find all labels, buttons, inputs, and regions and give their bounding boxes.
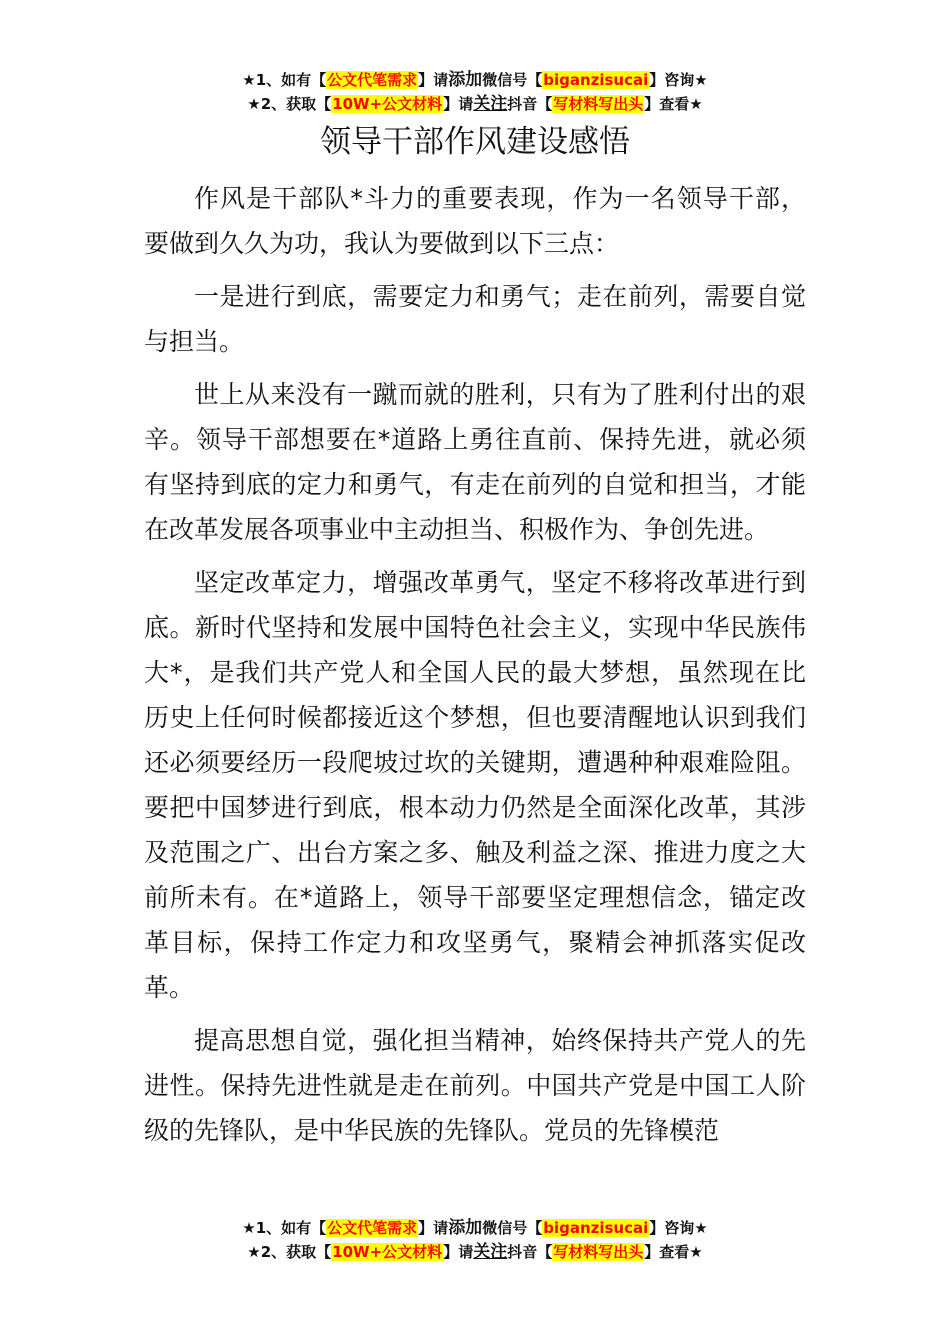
banner-highlight-wechat-id: biganzisucai [543,71,649,89]
footer-banner [0,1216,950,1264]
banner-highlight-douyin: 写材料写出头 [553,95,644,113]
banner-text: 】咨询★ [649,1219,708,1237]
banner-text: ★2、获取【 [247,95,332,113]
banner-line-1 [0,68,950,92]
banner-text: 抖音【 [507,1243,553,1261]
header-banner [0,68,950,116]
banner-text: 微信号【 [482,71,543,89]
banner-text: 】查看★ [644,95,703,113]
document-title: 领导干部作风建设感悟 [320,124,630,160]
banner-text: ★1、如有【 [242,71,327,89]
body-paragraph: 坚定改革定力，增强改革勇气，坚定不移将改革进行到底。新时代坚持和发展中国特色社会主义，实现中华民族伟大*，是我们共产党人和全国人民的最大梦想，虽然现在比历史上任何时候都接近这个梦想，但也要清醒地认识到我们还必须要经历一段爬坡过坎的关键期，遭遇种种艰难险阻。要把中国梦进行到底，根本动力仍然是全面深化改革，其涉及范围之广、出台方案之多、触及利益之深、推进力度之大前所未有。在*道路上，领导干部要坚定理想信念，锚定改革目标，保持工作定力和攻坚勇气，聚精会神抓落实促改革。 [144,568,806,1002]
banner-text: 】请 [418,1219,449,1237]
banner-line-1 [0,1216,950,1240]
body-paragraph: 世上从来没有一蹴而就的胜利，只有为了胜利付出的艰辛。领导干部想要在*道路上勇往直前、保持先进，就必须有坚持到底的定力和勇气，有走在前列的自觉和担当，才能在改革发展各项事业中主动担当、积极作为、争创先进。 [144,380,806,544]
banner-text: ★1、如有【 [242,1219,327,1237]
banner-emphasis: 关注 [473,94,508,114]
body-paragraph: 作风是干部队*斗力的重要表现，作为一名领导干部，要做到久久为功，我认为要做到以下三点： [144,184,806,258]
banner-text: 】咨询★ [649,71,708,89]
banner-line-2 [0,92,950,116]
banner-highlight: 公文代笔需求 [327,71,418,89]
banner-line-2 [0,1240,950,1264]
banner-text: 微信号【 [482,1219,543,1237]
banner-text: 】请 [443,95,474,113]
banner-text: 】请 [418,71,449,89]
banner-emphasis: 关注 [473,1242,508,1262]
body-paragraph: 一是进行到底，需要定力和勇气；走在前列，需要自觉与担当。 [144,282,806,356]
banner-text: 】请 [443,1243,474,1261]
document-body [144,176,806,1161]
banner-text: 】查看★ [644,1243,703,1261]
banner-text: ★2、获取【 [247,1243,332,1261]
body-paragraph: 提高思想自觉，强化担当精神，始终保持共产党人的先进性。保持先进性就是走在前列。中国共产党是中国工人阶级的先锋队，是中华民族的先锋队。党员的先锋模范 [144,1026,806,1145]
banner-highlight-wechat-id: biganzisucai [543,1219,649,1237]
banner-emphasis: 添加 [448,70,483,90]
banner-highlight-douyin: 写材料写出头 [553,1243,644,1261]
banner-highlight: 10W+公文材料 [332,1243,443,1261]
banner-highlight: 10W+公文材料 [332,95,443,113]
banner-highlight: 公文代笔需求 [327,1219,418,1237]
banner-emphasis: 添加 [448,1218,483,1238]
banner-text: 抖音【 [507,95,553,113]
